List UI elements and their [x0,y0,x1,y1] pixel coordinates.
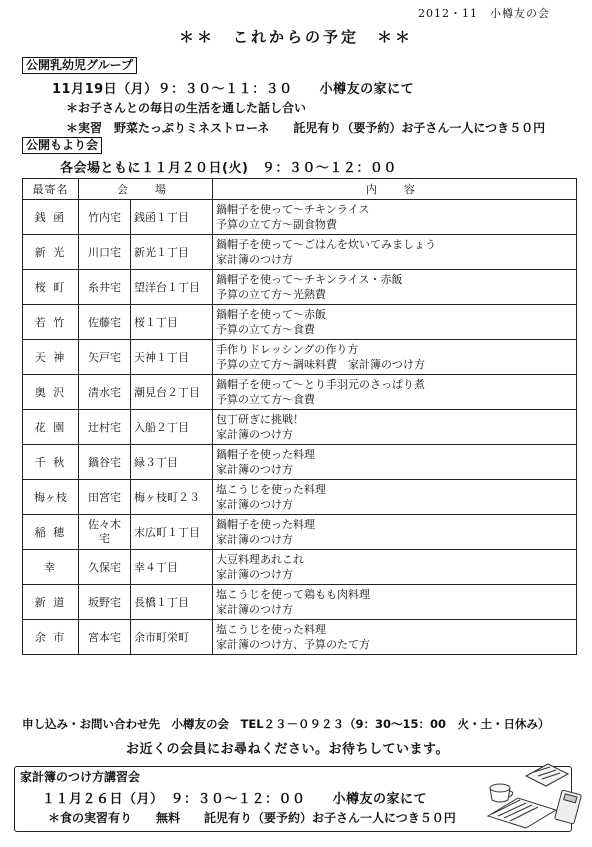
cell-place: 長橋１丁目 [131,585,213,620]
infant-group-datetime: 11月19日（月）９：３０～１１：３０ 小樽友の家にて [52,82,415,97]
cell-content [213,445,577,480]
cell-host: 矢戸宅 [79,340,131,375]
open-meeting-common-datetime: 各会場ともに１１月２０日(火) ９：３０～１２：００ [60,161,397,176]
cell-content [213,620,577,655]
cell-host: 坂野宅 [79,585,131,620]
infant-group-note1: ＊お子さんとの毎日の生活を通した話し合い [66,101,307,115]
cell-place: 天神１丁目 [131,340,213,375]
content-line-1: 塩こうじを使った料理 [216,483,326,496]
table-row [23,620,577,655]
content-line-2: 家計簿のつけ方 [216,253,293,266]
workshop-note: ＊食の実習有り 無料 託児有り（要予約）お子さん一人につき５０円 [48,811,456,825]
cell-host: 久保宅 [79,550,131,585]
cell-host: 糸井宅 [79,270,131,305]
table-row [23,410,577,445]
content-line-2: 予算の立て方～食費 [216,393,315,406]
cell-host: 鍋谷宅 [79,445,131,480]
content-line-2: 家計簿のつけ方 [216,533,293,546]
content-line-2: 予算の立て方～食費 [216,323,315,336]
table-row [23,550,577,585]
table-row [23,200,577,235]
content-line-2: 家計簿のつけ方 [216,428,293,441]
cell-area: 新 道 [23,585,79,620]
content-line-2: 予算の立て方～光熱費 [216,288,326,301]
cell-place: 潮見台２丁目 [131,375,213,410]
cell-area: 桜 町 [23,270,79,305]
cell-host: 辻村宅 [79,410,131,445]
column-header-area: 最寄名 [23,179,79,200]
cell-content [213,550,577,585]
table-row [23,585,577,620]
cell-host: 田宮宅 [79,480,131,515]
cell-area: 余 市 [23,620,79,655]
content-line-2: 予算の立て方～調味料費 家計簿のつけ方 [216,358,425,371]
cell-area: 花 園 [23,410,79,445]
cell-content [213,515,577,550]
cell-place: 望洋台１丁目 [131,270,213,305]
cell-area: 新 光 [23,235,79,270]
contact-invitation: お近くの会員にお尋ねください。お待ちしています。 [126,742,449,757]
cell-content [213,200,577,235]
content-line-1: 鍋帽子を使って～とり手羽元のさっぱり煮 [216,378,425,391]
cell-place: 幸４丁目 [131,550,213,585]
account-book-illustration [478,758,584,830]
cell-host: 清水宅 [79,375,131,410]
cell-host: 竹内宅 [79,200,131,235]
cell-place: 銭函１丁目 [131,200,213,235]
content-line-2: 家計簿のつけ方 [216,498,293,511]
content-line-2: 家計簿のつけ方 [216,463,293,476]
infant-group-note2: ＊実習 野菜たっぷりミネストローネ 託児有り（要予約）お子さん一人につき５０円 [66,121,546,135]
date-org-header: 2012・11 小樽友の会 [418,7,550,20]
cell-host: 川口宅 [79,235,131,270]
cell-area: 幸 [23,550,79,585]
cell-place: 余市町栄町 [131,620,213,655]
cell-place: 桜１丁目 [131,305,213,340]
table-row [23,305,577,340]
cell-place: 入船２丁目 [131,410,213,445]
content-line-1: 鍋帽子を使って～チキンライス・赤飯 [216,273,403,286]
cell-area: 若 竹 [23,305,79,340]
workshop-title: 家計簿のつけ方講習会 [20,770,141,784]
content-line-2: 予算の立て方～副食物費 [216,218,337,231]
column-header-content: 内 容 [213,179,577,200]
cell-place: 緑３丁目 [131,445,213,480]
cell-area: 銭 函 [23,200,79,235]
content-line-1: 塩こうじを使った料理 [216,623,326,636]
cell-content [213,305,577,340]
cell-area: 梅ヶ枝 [23,480,79,515]
page-title: ＊＊ これからの予定 ＊＊ [178,28,413,46]
cell-content [213,410,577,445]
content-line-1: 塩こうじを使って鶏もも肉料理 [216,588,370,601]
content-line-1: 包丁研ぎに挑戦！ [216,413,304,426]
content-line-1: 鍋帽子を使った料理 [216,518,315,531]
cell-place: 梅ヶ枝町２３ [131,480,213,515]
content-line-2: 家計簿のつけ方 [216,568,293,581]
content-line-2: 家計簿のつけ方 [216,603,293,616]
cell-area: 奥 沢 [23,375,79,410]
table-row [23,515,577,550]
table-row [23,480,577,515]
cell-area: 稲 穂 [23,515,79,550]
cell-content [213,270,577,305]
cell-place: 末広町１丁目 [131,515,213,550]
table-row [23,270,577,305]
workshop-datetime: １１月２６日（月） ９：３０～１２：００ 小樽友の家にて [42,792,428,807]
content-line-1: 鍋帽子を使った料理 [216,448,315,461]
cell-host: 宮本宅 [79,620,131,655]
table-row [23,340,577,375]
table-row [23,375,577,410]
content-line-1: 大豆料理あれこれ [216,553,304,566]
content-line-2: 家計簿のつけ方、予算のたて方 [216,638,370,651]
cell-place: 新光１丁目 [131,235,213,270]
table-header-row [23,179,577,200]
cell-host: 佐藤宅 [79,305,131,340]
content-line-1: 鍋帽子を使って～ごはんを炊いてみましょう [216,238,436,251]
contact-info: 申し込み・お問い合わせ先 小樽友の会 TEL２３－０９２３（9：30～15：00 火・土・日休み） [22,717,550,731]
cell-host: 佐々木宅 [79,515,131,550]
schedule-table [22,178,577,655]
column-header-venue: 会 場 [79,179,213,200]
cell-content [213,235,577,270]
cell-area: 天 神 [23,340,79,375]
open-meeting-label: 公開もより会 [22,137,102,154]
table-row [23,235,577,270]
cell-area: 千 秋 [23,445,79,480]
content-line-1: 鍋帽子を使って～チキンライス [216,203,370,216]
table-row [23,445,577,480]
content-line-1: 手作りドレッシングの作り方 [216,343,359,356]
cell-content [213,480,577,515]
cell-content [213,585,577,620]
infant-group-label: 公開乳幼児グループ [22,57,137,74]
cell-content [213,340,577,375]
cell-content [213,375,577,410]
content-line-1: 鍋帽子を使って～赤飯 [216,308,326,321]
